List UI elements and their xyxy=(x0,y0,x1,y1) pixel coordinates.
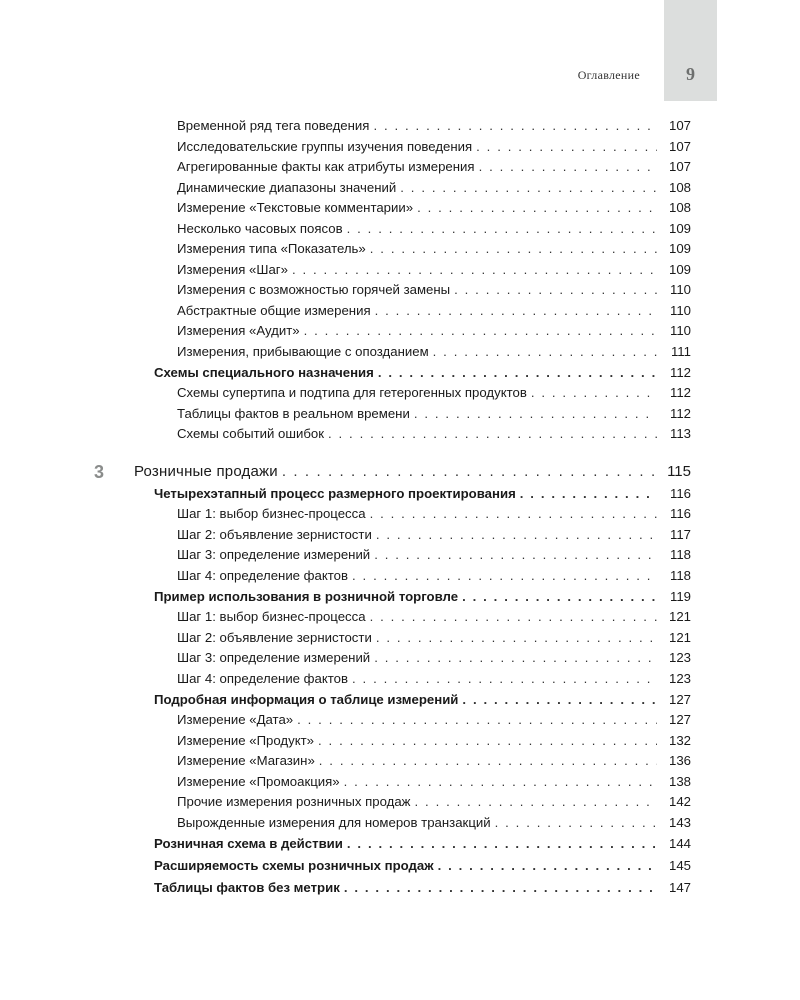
toc-page-number: 109 xyxy=(668,241,691,256)
dot-leader xyxy=(318,732,657,750)
toc-title: Схемы супертипа и подтипа для гетерогенных продуктов xyxy=(177,385,527,401)
toc-subsection xyxy=(177,220,691,238)
dot-leader xyxy=(352,670,657,688)
dot-leader xyxy=(417,199,657,217)
dot-leader xyxy=(400,179,657,197)
toc-title: Розничные продажи xyxy=(134,463,278,481)
toc-section xyxy=(154,691,691,709)
dot-leader xyxy=(347,220,657,238)
dot-leader xyxy=(375,302,657,320)
toc-title: Измерения, прибывающие с опозданием xyxy=(177,343,429,359)
toc-subsection xyxy=(177,322,691,340)
dot-leader xyxy=(462,588,657,606)
dot-leader xyxy=(495,814,657,832)
toc-title: Временной ряд тега поведения xyxy=(177,118,370,133)
dot-leader xyxy=(352,567,657,585)
toc-subsection xyxy=(177,425,691,443)
toc-title: Розничная схема в действии xyxy=(154,836,343,852)
toc-page-number: 118 xyxy=(669,547,691,563)
toc-subsection xyxy=(177,343,691,361)
dot-leader xyxy=(282,463,657,481)
toc-title: Прочие измерения розничных продаж xyxy=(177,794,411,810)
toc-subsection xyxy=(177,281,691,299)
toc-title: Измерения «Шаг» xyxy=(177,261,288,277)
toc-page-number: 107 xyxy=(668,159,691,174)
toc-subsection xyxy=(177,179,691,197)
dot-leader xyxy=(376,526,657,544)
dot-leader xyxy=(433,343,657,361)
toc-page-number: 147 xyxy=(668,879,691,895)
toc-title: Расширяемость схемы розничных продаж xyxy=(154,858,434,873)
toc-page-number: 123 xyxy=(668,670,691,686)
toc-title: Шаг 1: выбор бизнес-процесса xyxy=(177,506,366,522)
toc-title: Шаг 2: объявление зернистости xyxy=(177,526,372,542)
toc-subsection xyxy=(177,384,691,402)
toc-page-number: 121 xyxy=(668,609,691,625)
toc-page-number: 138 xyxy=(668,773,691,789)
toc-page-number: 113 xyxy=(669,426,691,442)
toc-page-number: 110 xyxy=(669,323,691,338)
dot-leader xyxy=(344,879,657,897)
toc-page-number: 142 xyxy=(668,794,691,810)
dot-leader xyxy=(370,505,657,523)
dot-leader xyxy=(414,405,657,423)
toc-subsection xyxy=(177,261,691,279)
toc-subsection xyxy=(177,629,691,647)
toc-section xyxy=(154,588,691,606)
chapter-number: 3 xyxy=(94,462,105,483)
toc-page-number: 119 xyxy=(669,589,691,605)
toc-subsection xyxy=(177,711,691,729)
toc-page-number: 144 xyxy=(668,836,691,852)
toc-section xyxy=(154,485,691,503)
toc-section xyxy=(154,364,691,382)
toc-subsection xyxy=(177,240,691,258)
toc-title: Четырехэтапный процесс размерного проектирования xyxy=(154,486,516,502)
dot-leader xyxy=(476,138,657,156)
page-number: 9 xyxy=(686,64,695,84)
toc-title: Агрегированные факты как атрибуты измерения xyxy=(177,159,475,174)
toc-subsection xyxy=(177,752,691,770)
toc-subsection xyxy=(177,649,691,667)
dot-leader xyxy=(378,364,657,382)
toc-subsection xyxy=(177,608,691,626)
toc-subsection xyxy=(177,405,691,423)
header-tab xyxy=(664,0,717,101)
toc-page-number: 108 xyxy=(668,179,691,195)
toc-page-number: 109 xyxy=(668,261,691,277)
dot-leader xyxy=(347,835,657,853)
dot-leader xyxy=(462,691,657,709)
toc-subsection xyxy=(177,793,691,811)
toc-title: Подробная информация о таблице измерений xyxy=(154,692,459,708)
dot-leader xyxy=(374,546,657,564)
toc-title: Измерение «Промоакция» xyxy=(177,773,340,789)
toc-title: Исследовательские группы изучения поведения xyxy=(177,138,473,154)
running-head: Оглавление xyxy=(577,68,640,82)
toc-page-number: 112 xyxy=(669,405,691,421)
toc-page-number: 111 xyxy=(670,343,691,359)
toc-title: Измерение «Магазин» xyxy=(177,753,315,769)
toc-subsection xyxy=(177,117,691,135)
toc-title: Измерение «Продукт» xyxy=(177,732,315,748)
toc-title: Измерение «Текстовые комментарии» xyxy=(177,200,414,215)
toc-subsection xyxy=(177,526,691,544)
toc-title: Измерения «Аудит» xyxy=(177,323,300,338)
toc-page-number: 136 xyxy=(668,753,691,769)
dot-leader xyxy=(292,261,657,279)
toc-subsection xyxy=(177,670,691,688)
toc-page-number: 112 xyxy=(669,385,691,401)
toc-subsection xyxy=(177,546,691,564)
dot-leader xyxy=(415,793,657,811)
toc-page-number: 117 xyxy=(669,526,691,542)
toc-page-number: 132 xyxy=(668,732,691,748)
toc-title: Измерения типа «Показатель» xyxy=(177,241,366,256)
toc-title: Шаг 3: определение измерений xyxy=(177,650,371,666)
toc-page-number: 116 xyxy=(669,486,691,502)
dot-leader xyxy=(304,322,657,340)
toc-subsection xyxy=(177,302,691,320)
dot-leader xyxy=(520,485,657,503)
toc-subsection xyxy=(177,158,691,176)
toc-page-number: 108 xyxy=(668,200,691,215)
toc-title: Таблицы фактов без метрик xyxy=(154,879,340,895)
dot-leader xyxy=(370,608,657,626)
dot-leader xyxy=(328,425,657,443)
toc-page-number: 127 xyxy=(668,712,691,728)
toc-section xyxy=(154,857,691,875)
toc-page-number: 110 xyxy=(669,282,691,297)
toc-title: Схемы событий ошибок xyxy=(177,426,324,442)
toc-page-number: 109 xyxy=(668,220,691,236)
toc-title: Измерение «Дата» xyxy=(177,712,294,728)
dot-leader xyxy=(376,629,657,647)
toc-subsection xyxy=(177,505,691,523)
toc-subsection xyxy=(177,199,691,217)
dot-leader xyxy=(319,752,657,770)
toc-subsection xyxy=(177,567,691,585)
dot-leader xyxy=(344,773,657,791)
toc-title: Несколько часовых поясов xyxy=(177,220,343,236)
toc-page-number: 107 xyxy=(668,138,691,154)
toc-section xyxy=(154,835,691,853)
toc-title: Шаг 1: выбор бизнес-процесса xyxy=(177,609,366,625)
dot-leader xyxy=(370,240,657,258)
dot-leader xyxy=(373,117,657,135)
toc-page-number: 123 xyxy=(668,650,691,666)
dot-leader xyxy=(454,281,657,299)
dot-leader xyxy=(438,857,657,875)
dot-leader xyxy=(374,649,657,667)
toc-title: Вырожденные измерения для номеров транзакций xyxy=(177,814,491,830)
toc-page-number: 121 xyxy=(668,629,691,645)
toc-page-number: 115 xyxy=(667,463,691,481)
toc-chapter xyxy=(94,462,691,483)
dot-leader xyxy=(297,711,657,729)
toc-title: Абстрактные общие измерения xyxy=(177,302,371,318)
toc-title: Шаг 2: объявление зернистости xyxy=(177,629,372,645)
toc-page-number: 145 xyxy=(668,858,691,873)
toc-page-number: 118 xyxy=(669,567,691,583)
toc-section xyxy=(154,879,691,897)
toc-page-number: 110 xyxy=(669,302,691,318)
toc-title: Измерения с возможностью горячей замены xyxy=(177,282,451,297)
toc-title: Шаг 4: определение фактов xyxy=(177,670,349,686)
toc-subsection xyxy=(177,814,691,832)
toc-subsection xyxy=(177,773,691,791)
toc-title: Шаг 4: определение фактов xyxy=(177,567,349,583)
dot-leader xyxy=(531,384,657,402)
toc-page-number: 127 xyxy=(668,692,691,708)
toc-page-number: 116 xyxy=(669,506,691,522)
toc-title: Шаг 3: определение измерений xyxy=(177,547,371,563)
toc-title: Схемы специального назначения xyxy=(154,365,374,381)
toc-page-number: 112 xyxy=(669,365,691,381)
toc-page-number: 107 xyxy=(668,118,691,133)
toc-subsection xyxy=(177,138,691,156)
dot-leader xyxy=(479,158,657,176)
toc-page-number: 143 xyxy=(668,814,691,830)
toc-title: Таблицы фактов в реальном времени xyxy=(177,405,410,421)
toc-title: Динамические диапазоны значений xyxy=(177,179,397,195)
toc-subsection xyxy=(177,732,691,750)
toc-title: Пример использования в розничной торговле xyxy=(154,589,459,605)
